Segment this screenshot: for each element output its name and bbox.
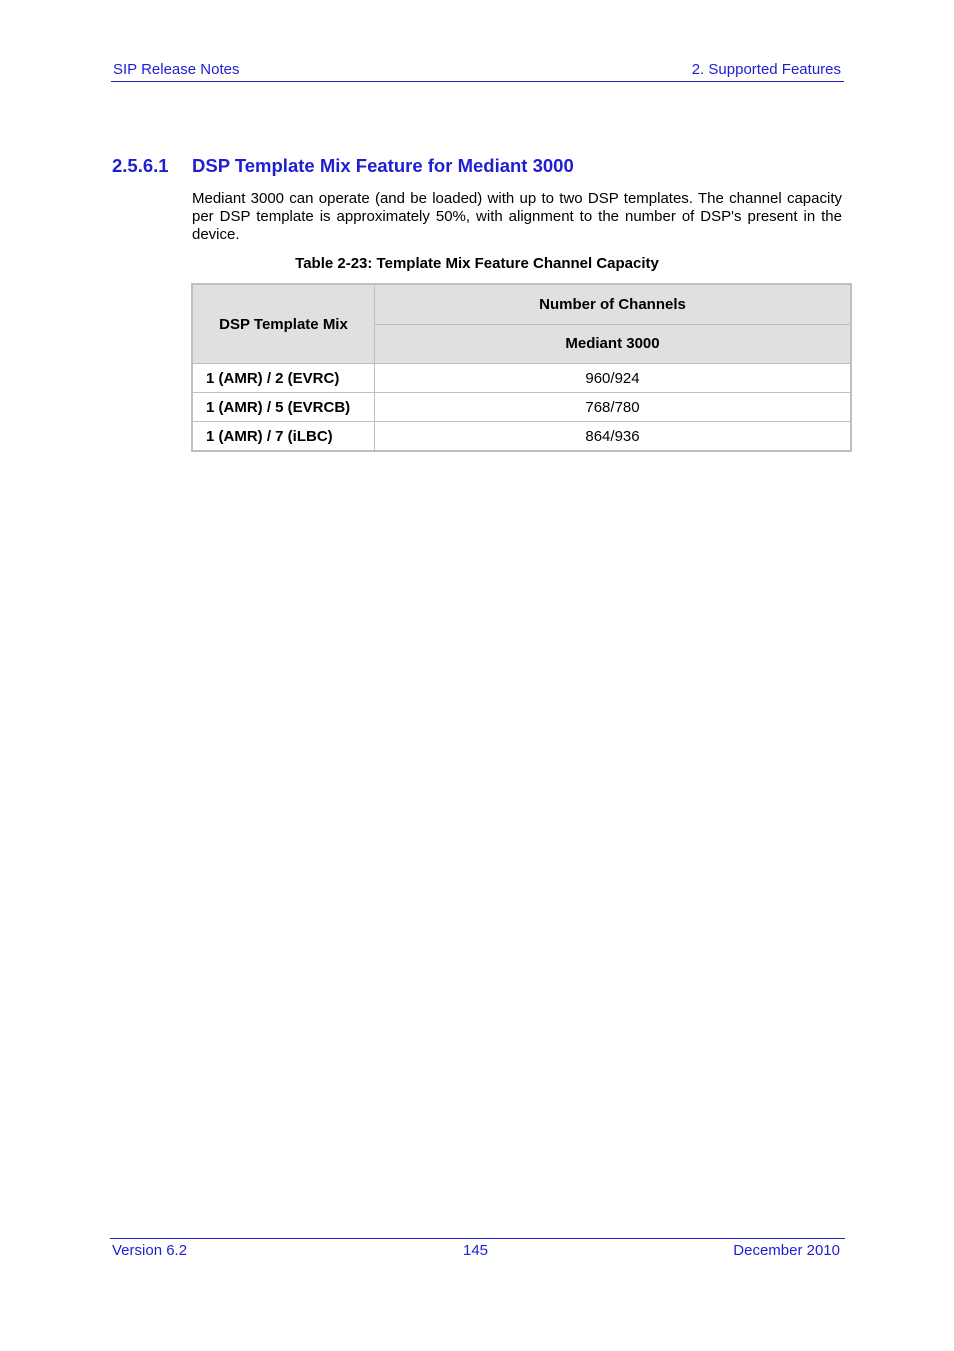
page-header: [111, 60, 844, 82]
footer-page-number: 145: [463, 1242, 489, 1259]
channel-capacity-table: [191, 283, 852, 452]
section-paragraph: Mediant 3000 can operate (and be loaded) with up to two DSP templates. The channel capacity per DSP template is approximately 50%, with alignment to the number of DSP's present in the device.: [192, 190, 842, 243]
header-chapter: 2. Supported Features: [691, 61, 841, 78]
row-value: 960/924: [375, 364, 852, 393]
table-header-row: [192, 284, 851, 324]
header-doc-title: SIP Release Notes: [113, 61, 240, 78]
row-value: 864/936: [375, 422, 852, 452]
footer-date: December 2010: [733, 1242, 840, 1259]
table-row: [192, 422, 851, 452]
row-mix: 1 (AMR) / 5 (EVRCB): [192, 393, 375, 422]
column-header-mix: DSP Template Mix: [192, 284, 375, 364]
footer-version: Version 6.2: [112, 1242, 188, 1259]
section-title: DSP Template Mix Feature for Mediant 3000: [192, 155, 574, 176]
table-row: [192, 393, 851, 422]
column-header-device: Mediant 3000: [375, 324, 852, 364]
row-value: 768/780: [375, 393, 852, 422]
row-mix: 1 (AMR) / 2 (EVRC): [192, 364, 375, 393]
page-footer: [110, 1238, 845, 1261]
row-mix: 1 (AMR) / 7 (iLBC): [192, 422, 375, 452]
table-caption: Table 2-23: Template Mix Feature Channel Capacity: [295, 255, 659, 272]
section-heading: [112, 155, 574, 177]
column-header-group: Number of Channels: [375, 284, 852, 324]
table-row: [192, 364, 851, 393]
section-number: 2.5.6.1: [112, 155, 169, 176]
